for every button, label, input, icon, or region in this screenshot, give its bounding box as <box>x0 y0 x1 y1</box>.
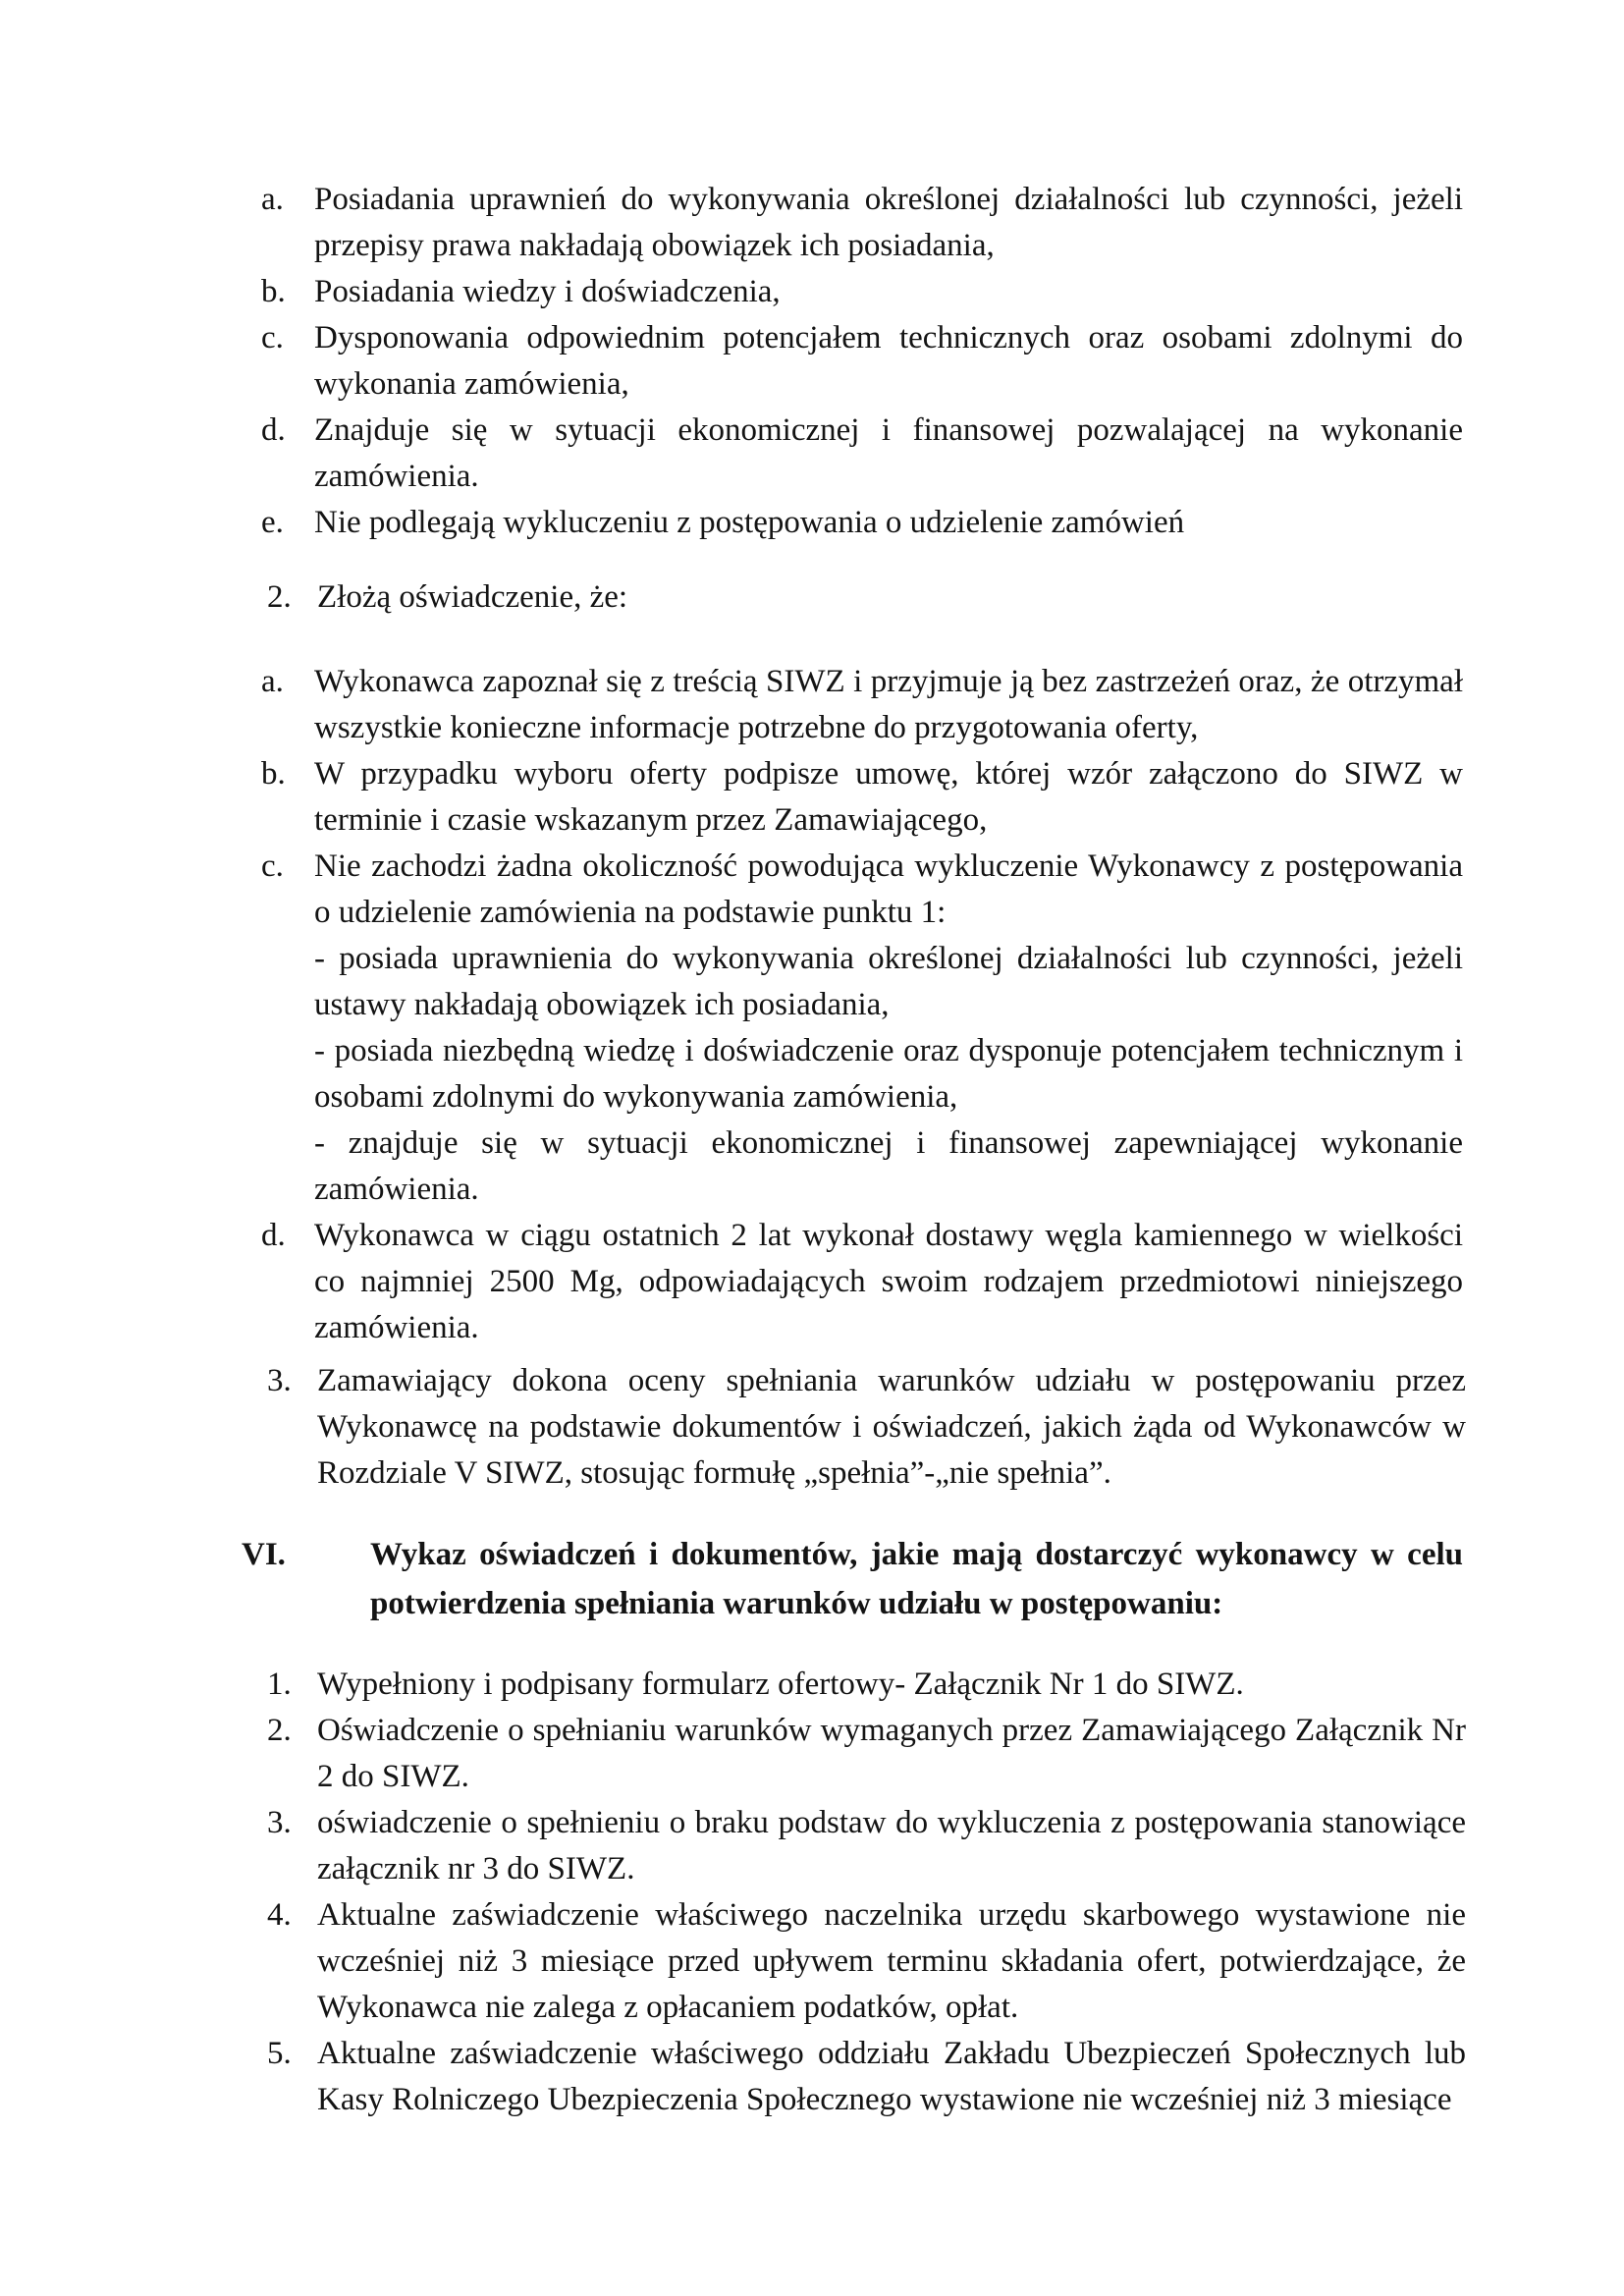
list-item <box>0 1358 1466 1497</box>
dash-item: - posiada uprawnienia do wykonywania określonej działalności lub czynności, jeżeli ustawy nakładają obowiązek ich posiadania, <box>314 941 1463 1022</box>
point-2 <box>0 574 1624 621</box>
list-marker: 3. <box>267 1363 292 1398</box>
documents-list <box>0 1662 1624 2123</box>
statements-list <box>0 659 1624 1351</box>
list-item <box>0 1708 1466 1800</box>
list-marker: 2. <box>267 579 292 615</box>
section-heading <box>242 1530 1463 1628</box>
conditions-list <box>0 177 1624 546</box>
list-item-text: Nie podlegają wykluczeniu z postępowania o udzielenie zamówień <box>314 505 1185 540</box>
list-item-text: Wykonawca w ciągu ostatnich 2 lat wykonał dostawy węgla kamiennego w wielkości co najmniej 2500 Mg, odpowiadających swoim rodzajem przedmiotowi niniejszego zamówienia. <box>314 1218 1463 1345</box>
list-marker: 2. <box>267 1713 292 1748</box>
list-marker: 1. <box>267 1667 292 1702</box>
list-marker: e. <box>261 505 284 540</box>
list-marker: d. <box>261 412 286 448</box>
list-item-text: Posiadania wiedzy i doświadczenia, <box>314 274 781 309</box>
list-item-text: Znajduje się w sytuacji ekonomicznej i finansowej pozwalającej na wykonanie zamówienia. <box>314 412 1463 494</box>
section-number: VI. <box>242 1537 286 1572</box>
list-item <box>0 315 1463 408</box>
list-item <box>0 1662 1466 1708</box>
list-marker: 3. <box>267 1805 292 1840</box>
list-item-text: Wypełniony i podpisany formularz ofertowy- Załącznik Nr 1 do SIWZ. <box>317 1667 1244 1702</box>
list-item <box>0 659 1463 751</box>
list-item <box>0 269 1463 315</box>
list-item-text: Nie zachodzi żadna okoliczność powodująca wykluczenie Wykonawcy z postępowania o udzielenie zamówienia na podstawie punktu 1: <box>314 848 1463 930</box>
list-marker: 4. <box>267 1897 292 1933</box>
list-item-text: Wykonawca zapoznał się z treścią SIWZ i przyjmuje ją bez zastrzeżeń oraz, że otrzymał wszystkie konieczne informacje potrzebne do przygotowania oferty, <box>314 664 1463 745</box>
list-marker: b. <box>261 274 286 309</box>
list-item-text: Oświadczenie o spełnianiu warunków wymaganych przez Zamawiającego Załącznik Nr 2 do SIWZ. <box>317 1713 1466 1794</box>
list-item-text: Złożą oświadczenie, że: <box>317 579 628 615</box>
list-marker: d. <box>261 1218 286 1253</box>
list-marker: a. <box>261 664 284 699</box>
list-marker: c. <box>261 848 284 884</box>
list-item <box>0 574 1466 621</box>
list-item <box>0 1892 1466 2031</box>
list-marker: a. <box>261 182 284 217</box>
list-item-text: Dysponowania odpowiednim potencjałem technicznych oraz osobami zdolnymi do wykonania zamówienia, <box>314 320 1463 402</box>
list-marker: 5. <box>267 2036 292 2071</box>
list-item-text: oświadczenie o spełnieniu o braku podstaw do wykluczenia z postępowania stanowiące załącznik nr 3 do SIWZ. <box>317 1805 1466 1886</box>
list-item <box>0 500 1463 546</box>
list-item-text: Aktualne zaświadczenie właściwego naczelnika urzędu skarbowego wystawione nie wcześniej niż 3 miesiące przed upływem terminu składania ofert, potwierdzające, że Wykonawca nie zalega z opłacaniem podatków, opłat. <box>317 1897 1466 2025</box>
list-item <box>0 1213 1463 1351</box>
list-item-text: Zamawiający dokona oceny spełniania warunków udziału w postępowaniu przez Wykonawcę na podstawie dokumentów i oświadczeń, jakich żąda od Wykonawców w Rozdziale V SIWZ, stosując formułę „spełnia”-„nie spełnia”. <box>317 1363 1466 1491</box>
section-title: Wykaz oświadczeń i dokumentów, jakie mają dostarczyć wykonawcy w celu potwierdzenia spełniania warunków udziału w postępowaniu: <box>370 1537 1463 1621</box>
list-item <box>0 2031 1466 2123</box>
list-item <box>0 408 1463 500</box>
list-item <box>0 177 1463 269</box>
dash-item: - znajduje się w sytuacji ekonomicznej i finansowej zapewniającej wykonanie zamówienia. <box>314 1125 1463 1207</box>
dash-item: - posiada niezbędną wiedzę i doświadczenie oraz dysponuje potencjałem technicznym i osobami zdolnymi do wykonywania zamówienia, <box>314 1033 1463 1115</box>
list-item-text: W przypadku wyboru oferty podpisze umowę, której wzór załączono do SIWZ w terminie i czasie wskazanym przez Zamawiającego, <box>314 756 1463 838</box>
point-3 <box>0 1358 1624 1497</box>
list-item <box>0 1800 1466 1892</box>
list-item-text: Aktualne zaświadczenie właściwego oddziału Zakładu Ubezpieczeń Społecznych lub Kasy Rolniczego Ubezpieczenia Społecznego wystawione nie wcześniej niż 3 miesiące <box>317 2036 1466 2117</box>
list-item-text: Posiadania uprawnień do wykonywania określonej działalności lub czynności, jeżeli przepisy prawa nakładają obowiązek ich posiadania, <box>314 182 1463 263</box>
list-item <box>0 751 1463 844</box>
list-marker: b. <box>261 756 286 792</box>
list-marker: c. <box>261 320 284 355</box>
list-item <box>0 844 1463 1213</box>
